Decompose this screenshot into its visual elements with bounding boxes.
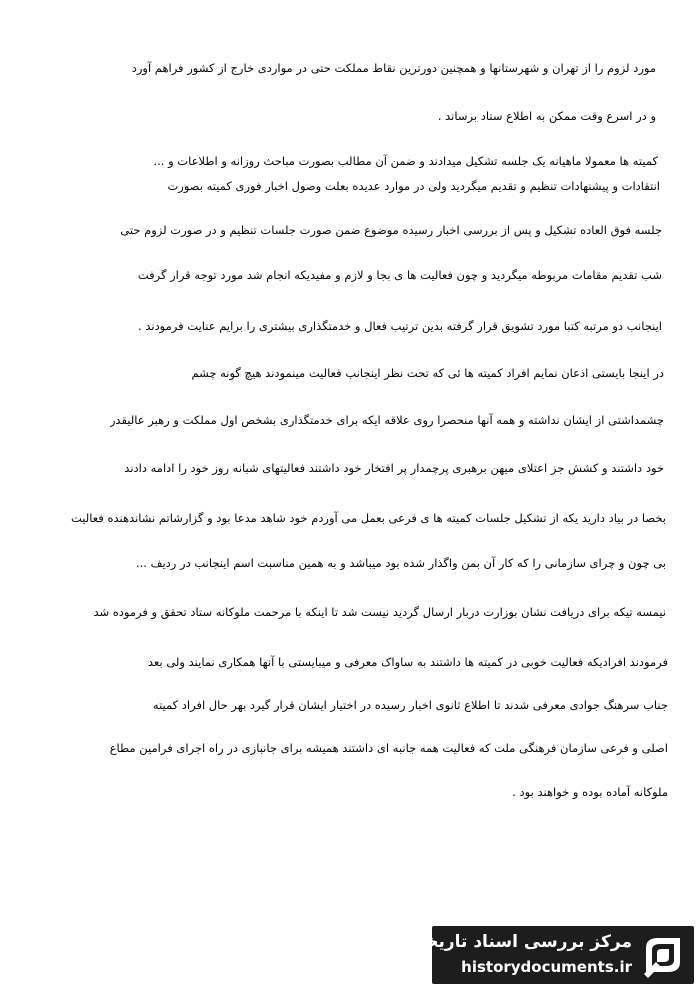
watermark-url: historydocuments.ir: [461, 958, 632, 976]
text-line-7: اینجانب دو مرتبه کتبا مورد تشویق قرار گرفته بدین ترتیب فعال و خدمتگذاری بیشتری را برایم عنایت فرمودند .: [138, 319, 662, 333]
watermark-title: مرکز بررسی اسناد تاریخی: [409, 932, 632, 952]
text-line-11: بخصا در بیاد دارید یکه از تشکیل جلسات کمیته ها ی فرعی بعمل می آوردم خود شاهد مدعا بود و گزارشاتم نشاندهنده فعالیت: [70, 511, 666, 525]
text-line-8: در اینجا بایستی اذعان نمایم افراد کمیته ها ئی که تحت نظر اینجانب فعالیت مینمودند هیچ گونه چشم: [191, 366, 664, 380]
text-line-5: جلسه فوق العاده تشکیل و پس از بررسی اخبار رسیده موضوع ضمن صورت جلسات تنظیم و در صورت لزوم حتی: [120, 223, 662, 237]
text-line-3: کمیته ها معمولا ماهیانه یک جلسه تشکیل میدادند و ضمن آن مطالب بصورت مباحث روزانه و اطلاعات و ...: [153, 154, 658, 168]
text-line-15: جناب سرهنگ جوادی معرفی شدند تا اطلاع ثانوی اخبار رسیده در اختیار ایشان قرار گیرد بهر حال افراد کمیته: [152, 698, 668, 712]
text-line-14: فرمودند افرادیکه فعالیت خوبی در کمیته ها داشتند به ساواک معرفی و میبایستی با آنها همکاری نمایند ولی بعد: [147, 655, 668, 669]
text-line-2: و در اسرع وقت ممکن به اطلاع ستاد برساند .: [437, 109, 656, 123]
text-line-10: خود داشتند و کشش جز اعتلای میهن برهبری پرچمدار پر افتخار خود داشتند فعالیتهای شبانه روز خود را ادامه دادند: [124, 461, 664, 475]
text-line-17: ملوکانه آماده بوده و خواهند بود .: [512, 785, 668, 799]
text-line-13: نیمسه تیکه برای دریافت نشان بوزارت دربار ارسال گردید نیست شد تا اینکه با مرحمت ملوکانه ستاد تحقق و فرموده شد: [93, 605, 666, 619]
text-line-9: چشمداشتی از ایشان نداشته و همه آنها منحصرا روی علاقه ایکه برای خدمتگذاری بشخص اول مملکت و رهبر عالیقدر: [109, 413, 664, 427]
book-logo-icon: [640, 932, 686, 978]
text-line-12: بی چون و چرای سازمانی را که کار آن بمن واگذار شده بود میباشد و به همین مناسبت اسم اینجانب در ردیف ...: [135, 556, 666, 570]
watermark-banner: [409, 926, 694, 984]
text-line-16: اصلی و فرعی سازمان فرهنگی ملت که فعالیت همه جانبه ای داشتند همیشه برای جانبازی در راه اجرای فرامین مطاع: [109, 741, 668, 755]
text-line-6: شب تقدیم مقامات مربوطه میگردید و چون فعالیت ها ی بجا و لازم و مفیدیکه انجام شد مورد توجه قرار گرفت: [137, 268, 662, 282]
text-line-4: انتقادات و پیشنهادات تنظیم و تقدیم میگردید ولی در موارد عدیده بعلت وصول اخبار فوری کمیته بصورت: [167, 179, 660, 193]
text-line-1: مورد لزوم را از تهران و شهرستانها و همچنین دورترین نقاط مملکت حتی در مواردی خارج از کشور فراهم آورد: [131, 61, 656, 75]
